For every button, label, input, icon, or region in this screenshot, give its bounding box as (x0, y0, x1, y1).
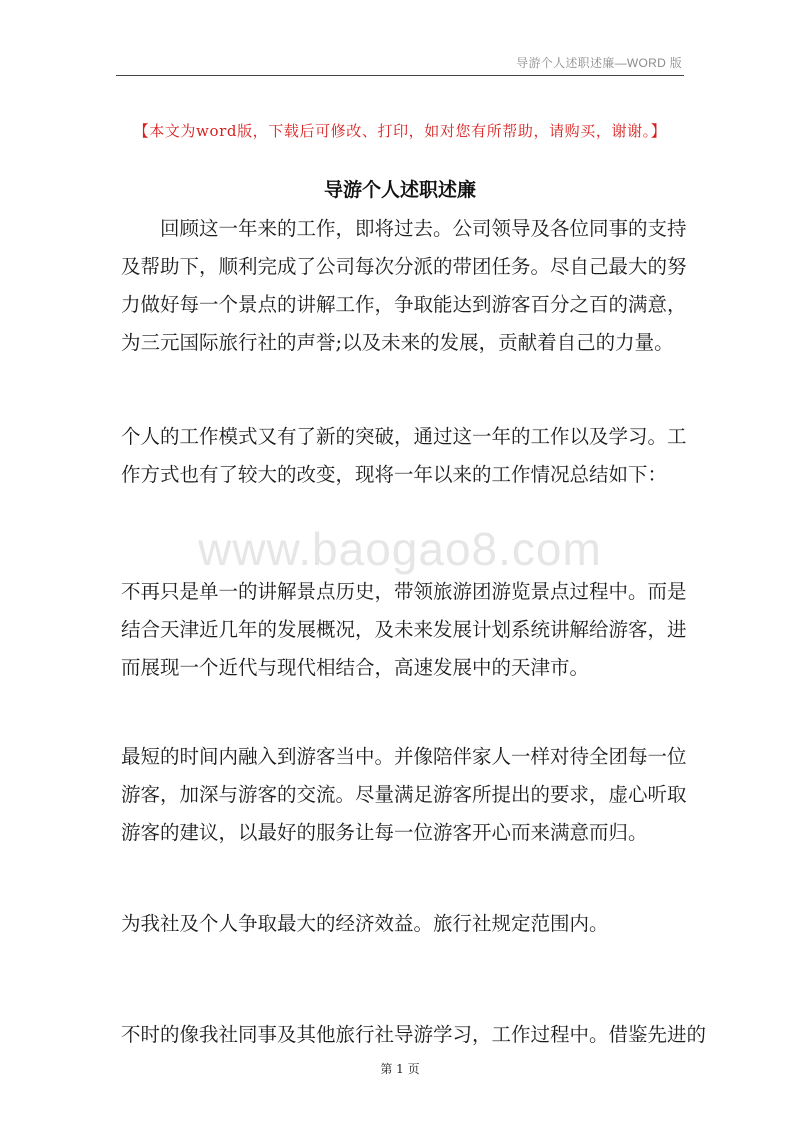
document-title: 导游个人述职述廉 (323, 179, 476, 201)
paragraph-2: 个人的工作模式又有了新的突破，通过这一年的工作以及学习。工作方式也有了较大的改变，现将一年以来的工作情况总结如下： (121, 425, 687, 486)
paragraph-6: 不时的像我社同事及其他旅行社导游学习，工作过程中。借鉴先进的 (121, 1023, 707, 1046)
header-divider (116, 75, 684, 76)
purchase-notice: 【本文为word版，下载后可修改、打印，如对您有所帮助，请购买，谢谢。】 (133, 122, 667, 140)
paragraph-3: 不再只是单一的讲解景点历史，带领旅游团游览景点过程中。而是结合天津近几年的发展概况，及未来发展计划系统讲解给游客，进而展现一个近代与现代相结合，高速发展中的天津市。 (121, 580, 687, 679)
paragraph-1: 回顾这一年来的工作，即将过去。公司领导及各位同事的支持及帮助下，顺利完成了公司每次分派的带团任务。尽自己最大的努力做好每一个景点的讲解工作，争取能达到游客百分之百的满意，为三元国际旅行社的声誉;以及未来的发展，贡献着自己的力量。 (121, 217, 687, 354)
page-number: 第 1 页 (380, 1062, 420, 1076)
paragraph-5: 为我社及个人争取最大的经济效益。旅行社规定范围内。 (121, 912, 609, 935)
page-header: 导游个人述职述廉—WORD 版 (516, 56, 682, 70)
paragraph-4: 最短的时间内融入到游客当中。并像陪伴家人一样对待全团每一位游客，加深与游客的交流。尽量满足游客所提出的要求，虚心听取游客的建议，以最好的服务让每一位游客开心而来满意而归。 (121, 745, 687, 844)
site-watermark: www.baogao8.com (198, 523, 602, 575)
